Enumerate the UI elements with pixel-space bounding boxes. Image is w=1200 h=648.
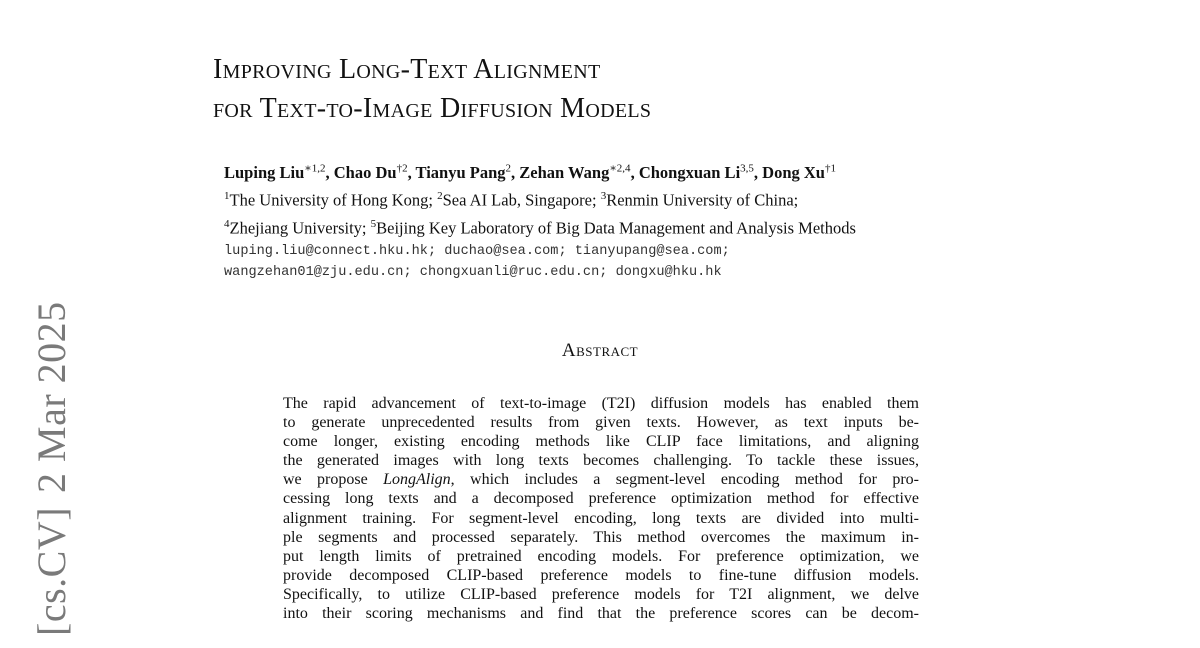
- title-line-2: for Text-to-Image Diffusion Models: [213, 93, 652, 124]
- abstract-line: put length limits of pretrained encoding models. For preference optimization, we: [283, 547, 919, 565]
- abstract-line: we propose LongAlign, which includes a segment-level encoding method for pro-: [283, 471, 919, 489]
- author: Tianyu Pang$^2$,: [415, 162, 520, 182]
- abstract-body: [283, 394, 919, 623]
- abstract-line: alignment training. For segment-level encoding, long texts are divided into multi-: [283, 509, 919, 527]
- paper-title: [213, 50, 651, 128]
- title-line-1: Improving Long-Text Alignment: [213, 54, 601, 85]
- abstract-line: provide decomposed CLIP-based preference models to fine-tune diffusion models.: [283, 566, 919, 584]
- abstract-line: ple segments and processed separately. This method overcomes the maximum in-: [283, 528, 919, 546]
- affiliations-line-2: $^4$Zhejiang University; $^5$Beijing Key Laboratory of Big Data Management and Analysis Methods: [224, 218, 856, 238]
- author: Chao Du$^{\dagger 2}$,: [333, 162, 416, 182]
- abstract-line: into their scoring mechanisms and find that the preference scores can be decom-: [283, 605, 919, 623]
- method-name: LongAlign: [383, 471, 451, 489]
- abstract-line: The rapid advancement of text-to-image (T2I) diffusion models has enabled them: [283, 395, 919, 412]
- arxiv-category: [cs.CV]: [29, 506, 74, 636]
- author-list: [224, 161, 836, 183]
- abstract-heading: Abstract: [561, 340, 639, 361]
- abstract-line: cessing long texts and a decomposed preference optimization method for effective: [283, 490, 919, 508]
- abstract-line: the generated images with long texts becomes challenging. To tackle these issues,: [283, 452, 919, 470]
- author: Chongxuan Li$^{3,5}$,: [638, 162, 763, 182]
- abstract-line: to generate unprecedented results from given texts. However, as text inputs be-: [283, 414, 919, 432]
- author: Dong Xu$^{\dagger 1}$: [762, 162, 836, 182]
- affiliations-line-1: $^1$The University of Hong Kong; $^2$Sea AI Lab, Singapore; $^3$Renmin University of China;: [224, 190, 799, 210]
- email-line-1: luping.liu@connect.hku.hk; duchao@sea.com; tianyupang@sea.com;: [224, 244, 730, 259]
- email-line-2: wangzehan01@zju.edu.cn; chongxuanli@ruc.edu.cn; dongxu@hku.hk: [224, 265, 722, 280]
- abstract-line: Specifically, to utilize CLIP-based preference models for T2I alignment, we delve: [283, 585, 919, 603]
- abstract-line: come longer, existing encoding methods like CLIP face limitations, and aligning: [283, 433, 919, 451]
- arxiv-date: 2 Mar 2025: [29, 301, 74, 493]
- author: Luping Liu$^{∗1,2}$,: [224, 162, 334, 182]
- author: Zehan Wang$^{∗2,4}$,: [519, 162, 639, 182]
